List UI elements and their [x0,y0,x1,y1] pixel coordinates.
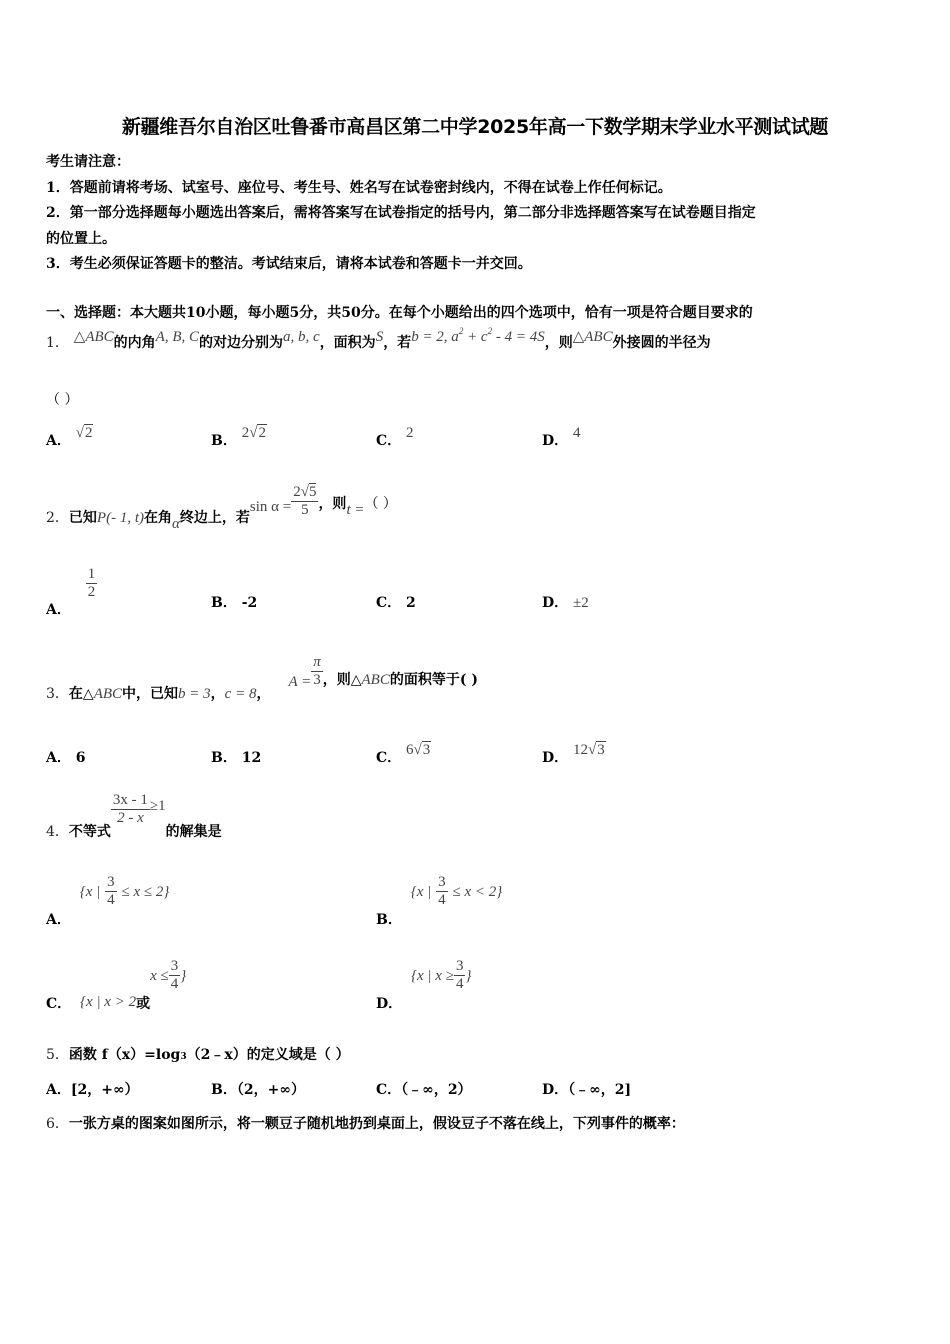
text: 中，已知 [122,685,179,702]
fraction: $\frac{3x - 1}{2 - x}$ [112,792,148,827]
question-number: 4． [46,823,69,840]
q5-option-c[interactable]: C．（﹣∞，2） [376,1082,472,1098]
text: ，若 [383,335,412,351]
notice-heading: 考生请注意： [46,154,130,170]
page-title: 新疆维吾尔自治区吐鲁番市高昌区第二中学2025年高一下数学期末学业水平测试试题 [121,116,829,138]
q3-option-d[interactable]: D． 12√3 [542,742,605,766]
notice-item-2-cont: 的位置上。 [46,231,116,247]
text: 的解集是 [165,823,222,840]
question-3 [46,654,478,702]
text: ，则 [544,335,573,351]
text: ， [210,685,225,702]
math-t: t = [346,501,365,518]
math-ge: ≥1 [149,797,166,814]
q5-option-b[interactable]: B．（2，+∞） [211,1082,305,1098]
question-number: 6． [46,1116,69,1132]
text: 外接圆的半径为 [612,335,711,351]
text: ，则△ [322,671,362,688]
math-point: P(- 1, t) [96,509,144,526]
text: 终边上，若 [179,509,250,526]
text: 函数 f（x）=log [68,1047,181,1063]
text: 已知 [68,509,97,526]
text: 的内角 [113,335,156,351]
q4-option-d[interactable]: D． {x | x ≥ $\frac{3}{4}$ } [376,958,472,1012]
question-number: 3． [46,685,69,702]
log-base: 3 [180,1052,187,1062]
q4-option-a[interactable]: A． {x | $\frac{3}{4}$ ≤ x ≤ 2} [46,874,170,928]
q1-option-a[interactable]: A． √2 [46,425,93,449]
q4-option-c[interactable]: C． {x | x > 2或x ≤ $\frac{3}{4}$ } [46,958,187,1012]
section-heading: 一、选择题：本大题共10小题，每小题5分，共50分。在每个小题给出的四个选项中，恰有一项是符合题目要求的 [46,305,753,321]
math-abc: ABC [361,671,390,688]
q5-option-d[interactable]: D．（﹣∞，2] [542,1082,632,1098]
text: 在△ [68,685,94,702]
q1-option-b[interactable]: B． 2√2 [211,425,266,449]
math-alpha: α [172,515,180,532]
question-4 [46,792,222,840]
math-sin: sin α = [249,498,292,515]
text: 不等式 [68,823,111,840]
notice-item-3: 3．考生必须保证答题卡的整洁。考试结束后，请将本试卷和答题卡一并交回。 [46,256,532,272]
math-triangle: △ABC [572,329,613,345]
math-b: b = 3 [178,685,211,702]
q3-option-c[interactable]: C． 6√3 [376,742,431,766]
math-angle-a: A = [288,673,312,690]
math-condition: b = 2, $a^2 + c^2 - 4 = 4S$ [411,326,545,345]
q2-option-b[interactable]: B． -2 [211,595,258,611]
notice-item-2: 2．第一部分选择题每小题选出答案后，需将答案写在试卷指定的括号内，第二部分非选择题答案写在试卷题目指定 [46,205,756,221]
question-6 [46,1113,685,1133]
text: 一张方桌的图案如图所示，将一颗豆子随机地扔到桌面上，假设豆子不落在线上，下列事件的概率： [68,1116,685,1132]
fraction: $\frac{\pi}{3}$ [313,654,321,689]
math-area: S [375,329,384,345]
text: 的对边分别为 [199,335,284,351]
q5-option-a[interactable]: A．[2，+∞） [46,1082,139,1098]
text: （2﹣x）的定义域是（ ） [186,1047,350,1063]
math-c: c = 8 [224,685,257,702]
notice-item-1: 1．答题前请将考场、试室号、座位号、考生号、姓名写在试卷密封线内，不得在试卷上作任何标记。 [46,180,672,196]
question-number: 5． [46,1047,69,1063]
question-number: 1． [46,335,69,351]
q2-option-d[interactable]: D． ±2 [542,595,589,611]
question-2 [46,484,397,534]
text: 在角 [144,509,172,526]
q1-option-d[interactable]: D． 4 [542,425,581,449]
math-angles: A, B, C [155,329,200,345]
answer-paren: （ ） [364,495,397,512]
math-abc: ABC [93,685,123,702]
fraction: $\frac{2√5}{5}$ [293,484,317,519]
question-number: 2． [46,509,69,526]
q3-option-b[interactable]: B． 12 [211,750,262,766]
math-sides: a, b, c [283,329,320,345]
text: 的面积等于( ) [389,671,478,688]
answer-paren: （ ） [46,392,79,408]
q2-option-c[interactable]: C． 2 [376,595,416,611]
q3-option-a[interactable]: A． 6 [46,750,86,766]
question-5 [46,1044,350,1064]
text: ，面积为 [319,335,376,351]
text: ，则 [318,495,347,512]
q2-option-a[interactable]: A． $\frac{1}{2}$ [46,566,96,618]
question-1 [46,326,711,352]
q4-option-b[interactable]: B． {x | $\frac{3}{4}$ ≤ x < 2} [376,874,503,928]
text: ， [256,685,271,702]
q1-option-c[interactable]: C． 2 [376,425,414,449]
math-triangle: △ABC [73,329,114,345]
